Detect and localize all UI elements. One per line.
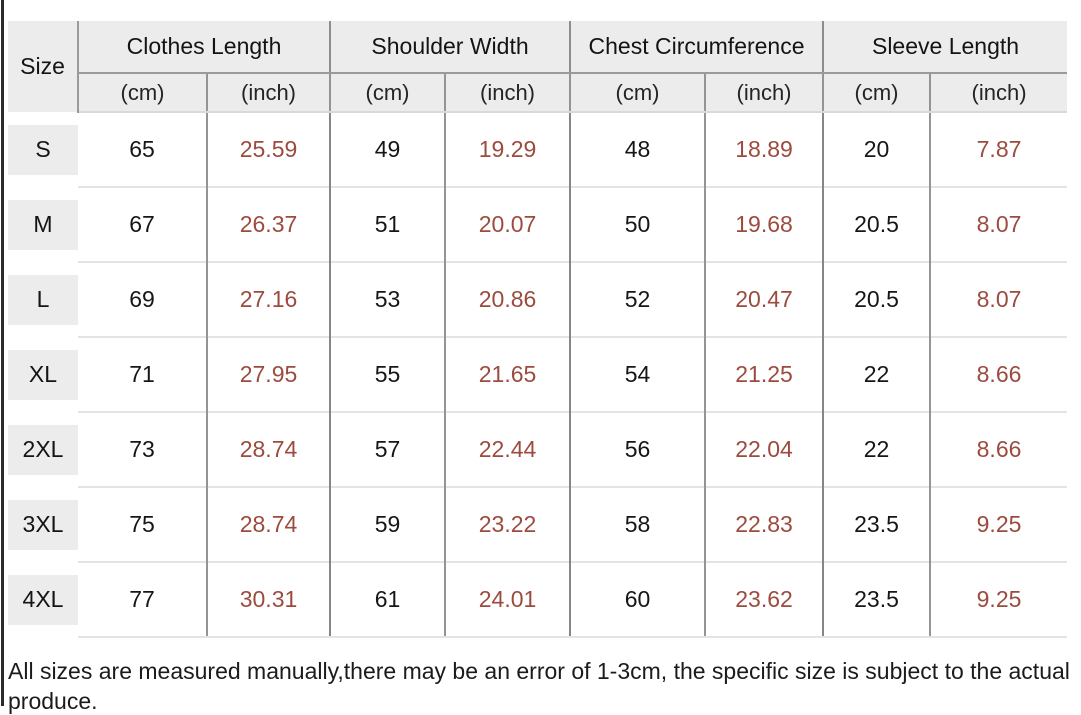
cell-shoulder-width-inch: 23.22 — [445, 487, 570, 562]
cell-sleeve-length-inch: 9.25 — [930, 487, 1067, 562]
table-row — [8, 487, 1067, 562]
size-column-header: Size — [8, 21, 78, 112]
cell-chest-circumference-inch: 22.04 — [705, 412, 823, 487]
cell-clothes-length-inch: 28.74 — [207, 412, 330, 487]
cell-chest-circumference-inch: 21.25 — [705, 337, 823, 412]
cell-clothes-length-cm: 65 — [78, 112, 207, 187]
size-badge: S — [8, 125, 78, 175]
cell-chest-circumference-inch: 20.47 — [705, 262, 823, 337]
cell-sleeve-length-inch: 8.66 — [930, 412, 1067, 487]
cell-shoulder-width-inch: 24.01 — [445, 562, 570, 637]
table-row — [8, 262, 1067, 337]
cell-chest-circumference-cm: 48 — [570, 112, 705, 187]
cell-sleeve-length-inch: 8.66 — [930, 337, 1067, 412]
cell-shoulder-width-cm: 55 — [330, 337, 445, 412]
unit-header-inch: (inch) — [930, 73, 1067, 112]
cell-sleeve-length-cm: 23.5 — [823, 487, 930, 562]
cell-chest-circumference-cm: 50 — [570, 187, 705, 262]
cell-chest-circumference-cm: 58 — [570, 487, 705, 562]
cell-clothes-length-cm: 69 — [78, 262, 207, 337]
cell-chest-circumference-inch: 19.68 — [705, 187, 823, 262]
cell-clothes-length-inch: 28.74 — [207, 487, 330, 562]
cell-clothes-length-cm: 71 — [78, 337, 207, 412]
cell-chest-circumference-cm: 60 — [570, 562, 705, 637]
group-header-shoulder-width: Shoulder Width — [330, 21, 570, 73]
cell-sleeve-length-cm: 22 — [823, 337, 930, 412]
cell-chest-circumference-inch: 23.62 — [705, 562, 823, 637]
cell-clothes-length-inch: 27.95 — [207, 337, 330, 412]
cell-shoulder-width-cm: 49 — [330, 112, 445, 187]
cell-clothes-length-inch: 30.31 — [207, 562, 330, 637]
table-row — [8, 187, 1067, 262]
group-header-sleeve-length: Sleeve Length — [823, 21, 1067, 73]
group-header-clothes-length: Clothes Length — [78, 21, 330, 73]
size-chart-table — [8, 21, 1067, 638]
cell-clothes-length-cm: 75 — [78, 487, 207, 562]
table-header — [8, 21, 1067, 112]
unit-header-cm: (cm) — [330, 73, 445, 112]
unit-header-cm: (cm) — [823, 73, 930, 112]
cell-shoulder-width-inch: 20.86 — [445, 262, 570, 337]
cell-shoulder-width-inch: 22.44 — [445, 412, 570, 487]
cell-shoulder-width-cm: 53 — [330, 262, 445, 337]
cell-sleeve-length-inch: 8.07 — [930, 262, 1067, 337]
unit-header-inch: (inch) — [445, 73, 570, 112]
cell-chest-circumference-inch: 22.83 — [705, 487, 823, 562]
measurement-disclaimer: All sizes are measured manually,there may be an error of 1-3cm, the specific size is subject to the actual produce. — [8, 658, 1070, 715]
cell-sleeve-length-cm: 20.5 — [823, 262, 930, 337]
cell-clothes-length-inch: 26.37 — [207, 187, 330, 262]
left-edge-line — [1, 0, 4, 706]
unit-header-inch: (inch) — [207, 73, 330, 112]
cell-sleeve-length-cm: 23.5 — [823, 562, 930, 637]
size-badge: XL — [8, 350, 78, 400]
table-row — [8, 112, 1067, 187]
cell-sleeve-length-cm: 20.5 — [823, 187, 930, 262]
cell-chest-circumference-cm: 54 — [570, 337, 705, 412]
cell-shoulder-width-inch: 19.29 — [445, 112, 570, 187]
table-row — [8, 562, 1067, 637]
cell-clothes-length-inch: 25.59 — [207, 112, 330, 187]
group-header-row — [8, 21, 1067, 73]
table-row — [8, 412, 1067, 487]
cell-sleeve-length-cm: 22 — [823, 412, 930, 487]
size-chart-content — [8, 21, 1076, 715]
size-badge: 4XL — [8, 575, 78, 625]
cell-sleeve-length-inch: 7.87 — [930, 112, 1067, 187]
unit-header-inch: (inch) — [705, 73, 823, 112]
cell-chest-circumference-cm: 56 — [570, 412, 705, 487]
group-header-chest-circumference: Chest Circumference — [570, 21, 823, 73]
cell-sleeve-length-inch: 8.07 — [930, 187, 1067, 262]
cell-shoulder-width-inch: 21.65 — [445, 337, 570, 412]
cell-shoulder-width-cm: 57 — [330, 412, 445, 487]
cell-chest-circumference-cm: 52 — [570, 262, 705, 337]
cell-shoulder-width-cm: 51 — [330, 187, 445, 262]
cell-shoulder-width-cm: 59 — [330, 487, 445, 562]
cell-clothes-length-cm: 77 — [78, 562, 207, 637]
cell-sleeve-length-inch: 9.25 — [930, 562, 1067, 637]
cell-clothes-length-inch: 27.16 — [207, 262, 330, 337]
cell-clothes-length-cm: 73 — [78, 412, 207, 487]
cell-chest-circumference-inch: 18.89 — [705, 112, 823, 187]
size-badge: L — [8, 275, 78, 325]
unit-header-row — [8, 73, 1067, 112]
size-badge: M — [8, 200, 78, 250]
table-body — [8, 112, 1067, 637]
unit-header-cm: (cm) — [570, 73, 705, 112]
size-badge: 2XL — [8, 425, 78, 475]
cell-shoulder-width-cm: 61 — [330, 562, 445, 637]
table-row — [8, 337, 1067, 412]
cell-shoulder-width-inch: 20.07 — [445, 187, 570, 262]
cell-sleeve-length-cm: 20 — [823, 112, 930, 187]
cell-clothes-length-cm: 67 — [78, 187, 207, 262]
size-badge: 3XL — [8, 500, 78, 550]
unit-header-cm: (cm) — [78, 73, 207, 112]
